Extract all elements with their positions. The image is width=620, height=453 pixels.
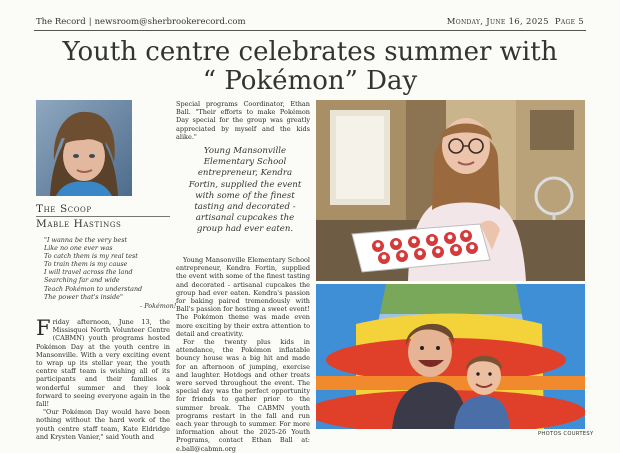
poem-line: I will travel across the land (44, 268, 133, 277)
poem-line: To catch them is my real test (44, 252, 138, 261)
author-photo (36, 100, 132, 196)
article-column-middle (176, 256, 310, 453)
issue-date: Monday, June 16, 2025 (446, 17, 549, 27)
photo-kids-bouncy-house (316, 284, 585, 429)
headline-line-2: “ Pokémon” Day (202, 66, 418, 96)
page-number: Page 5 (554, 17, 584, 27)
article-column-left (36, 318, 170, 441)
poem (44, 236, 174, 301)
column-title-text: The Scoop (36, 203, 92, 215)
article-headline (36, 38, 584, 96)
column-title (36, 203, 92, 215)
poem-credit: - Pokémon! (140, 302, 177, 310)
page-info (447, 17, 584, 27)
poem-line: To train them is my cause (44, 260, 128, 269)
publication-name: The Record (36, 17, 86, 27)
poem-line: Searching far and wide (44, 276, 120, 285)
poem-line: Teach Pokémon to understand (44, 284, 143, 293)
poem-line: "I wanna be the very best (44, 236, 128, 244)
column-author (36, 218, 121, 230)
poem-line: The power that's inside" (44, 292, 123, 301)
newsroom-email[interactable]: newsroom@sherbrookerecord.com (94, 17, 246, 27)
paragraph-3: Young Mansonville Elementary School entrepreneur, Kendra Fortin, supplied the event with some of the finest tasting and decorated - artisanal cupcakes the group had ever eaten. Kendra's passion for baking paired tremendously with Ball's passion for hosting a sweet event! The Pokémon theme was made even more exciting by their extra attention to detail and creativity. (176, 256, 310, 338)
paragraph-4: For the twenty plus kids in attendance, the Pokémon inflatable bouncy house was a big hit and made for an afternoon of jumping, exercise and laughter. Hotdogs and other treats were served throughout the event. The special day was the perfect opportunity for friends to gather prior to the summer break. The CABMN youth programs restart in the fall and run each year through to summer. For more information about the 2025-26 Youth Programs, contact Ethan Ball at: e.ball@cabmn.org (176, 338, 310, 453)
paragraph-2: "Our Pokémon Day would have been nothing without the hard work of the youth centre staff team, Kate Eldridge and Krysten Vanier," said Youth and (36, 408, 170, 441)
poem-line: Like no one ever was (44, 244, 113, 253)
header-rule (34, 30, 586, 31)
pull-quote: Young Mansonville Elementary School entrepreneur, Kendra Fortin, supplied the event with some of the finest tasting and decorated - artisanal cupcakes the group had ever eaten. (188, 146, 302, 235)
column-author-text: Mable Hastings (36, 218, 122, 230)
paragraph-1 (36, 318, 170, 408)
drop-cap: F (36, 316, 51, 340)
header-separator: | (88, 17, 92, 27)
photo-girl-with-cupcakes (316, 100, 585, 281)
masthead (36, 17, 246, 27)
paragraph-1-text: riday afternoon, June 13, the Missisquoi North Volunteer Centre (CABMN) youth programs hosted Pokémon Day at the youth centre in Mansonville. With a very exciting event to wrap up its stellar year, the youth centre staff team is wishing all of its participants and their families a wonderful summer and they look forward to seeing everyone again in the fall! (36, 318, 170, 409)
article-column-middle-top: Special programs Coordinator, Ethan Ball. "Their efforts to make Pokémon Day special for the group was greatly appreciated by myself and the kids alike." (176, 100, 310, 141)
photo-credit: PHOTOS COURTESY (538, 431, 594, 437)
column-rule (36, 216, 170, 217)
headline-line-1: Youth centre celebrates summer with (62, 37, 558, 67)
